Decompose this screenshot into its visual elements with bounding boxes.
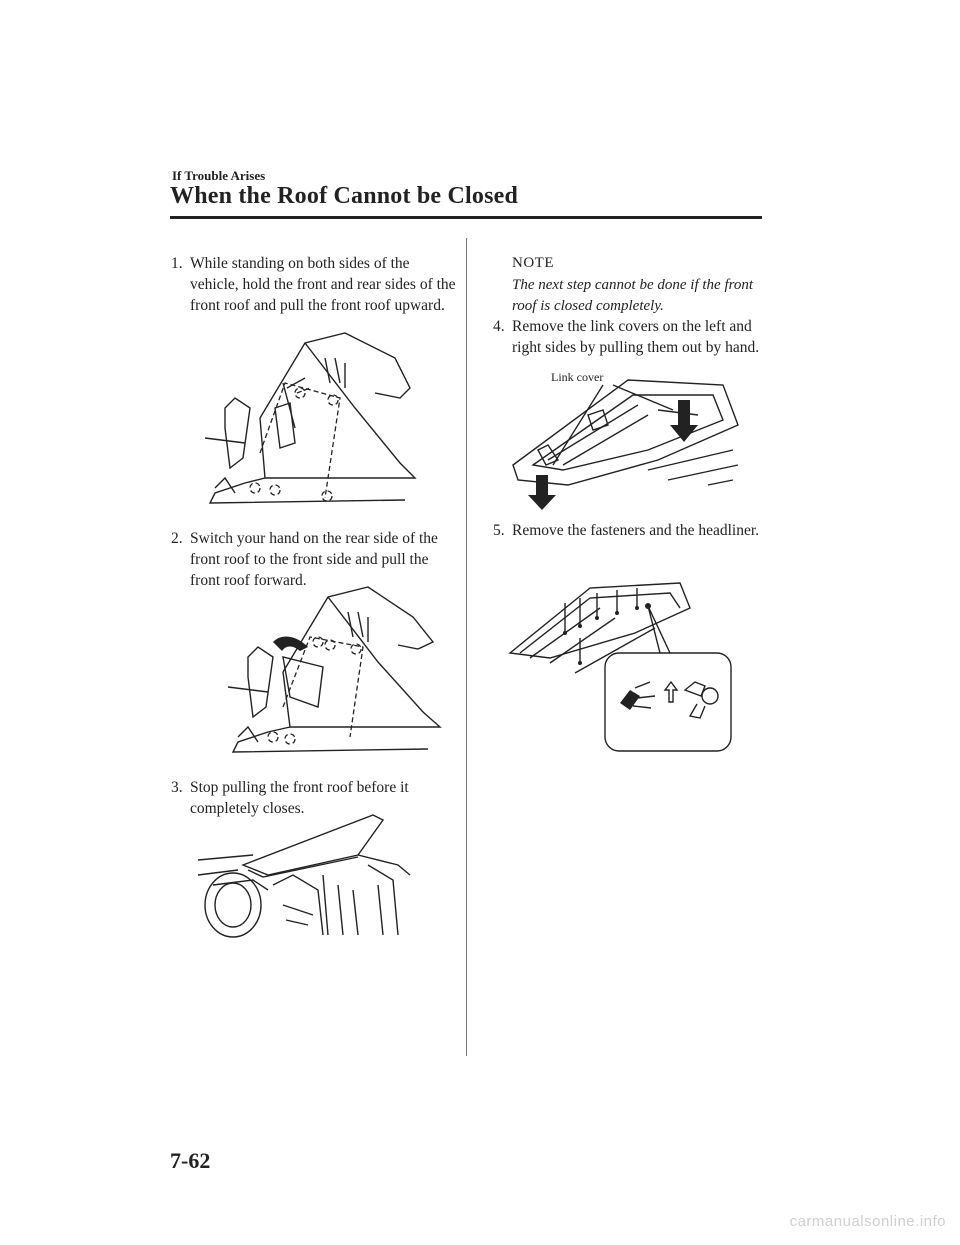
figure-roof-pull-forward: [228, 587, 443, 762]
step-5: [493, 520, 778, 541]
figure-roof-almost-closed: [198, 815, 413, 940]
step-number: 4.: [493, 318, 505, 335]
note-text: The next step cannot be done if the front roof is closed completely.: [512, 277, 754, 314]
step-number: 5.: [493, 522, 505, 539]
watermark-footer: carmanualsonline.info: [789, 1213, 946, 1230]
figure-fasteners-headliner: [505, 578, 737, 756]
section-label: If Trouble Arises: [172, 168, 266, 183]
page-number: 7-62: [170, 1148, 211, 1173]
step-number: 3.: [171, 779, 183, 796]
title-rule: [170, 216, 762, 219]
step-2: [171, 528, 456, 591]
figure-roof-pull-upward: [205, 328, 425, 508]
step-text: Switch your hand on the rear side of the front roof to the front side and pull the front roof forward.: [190, 530, 438, 589]
column-divider: [466, 238, 467, 1056]
page-title: When the Roof Cannot be Closed: [170, 183, 519, 209]
step-text: Remove the fasteners and the headliner.: [512, 522, 760, 539]
step-number: 2.: [171, 530, 183, 547]
figure-link-covers: [508, 370, 743, 510]
step-text: While standing on both sides of the vehicle, hold the front and rear sides of the front roof and pull the front roof upward.: [190, 255, 456, 314]
step-3: [171, 777, 456, 819]
step-1: [171, 253, 456, 316]
note-label: NOTE: [512, 255, 554, 271]
step-text: Stop pulling the front roof before it completely closes.: [190, 779, 409, 817]
step-4: [493, 316, 778, 358]
step-text: Remove the link covers on the left and right sides by pulling them out by hand.: [512, 318, 760, 356]
step-number: 1.: [171, 255, 183, 272]
link-cover-callout: Link cover: [551, 370, 604, 384]
